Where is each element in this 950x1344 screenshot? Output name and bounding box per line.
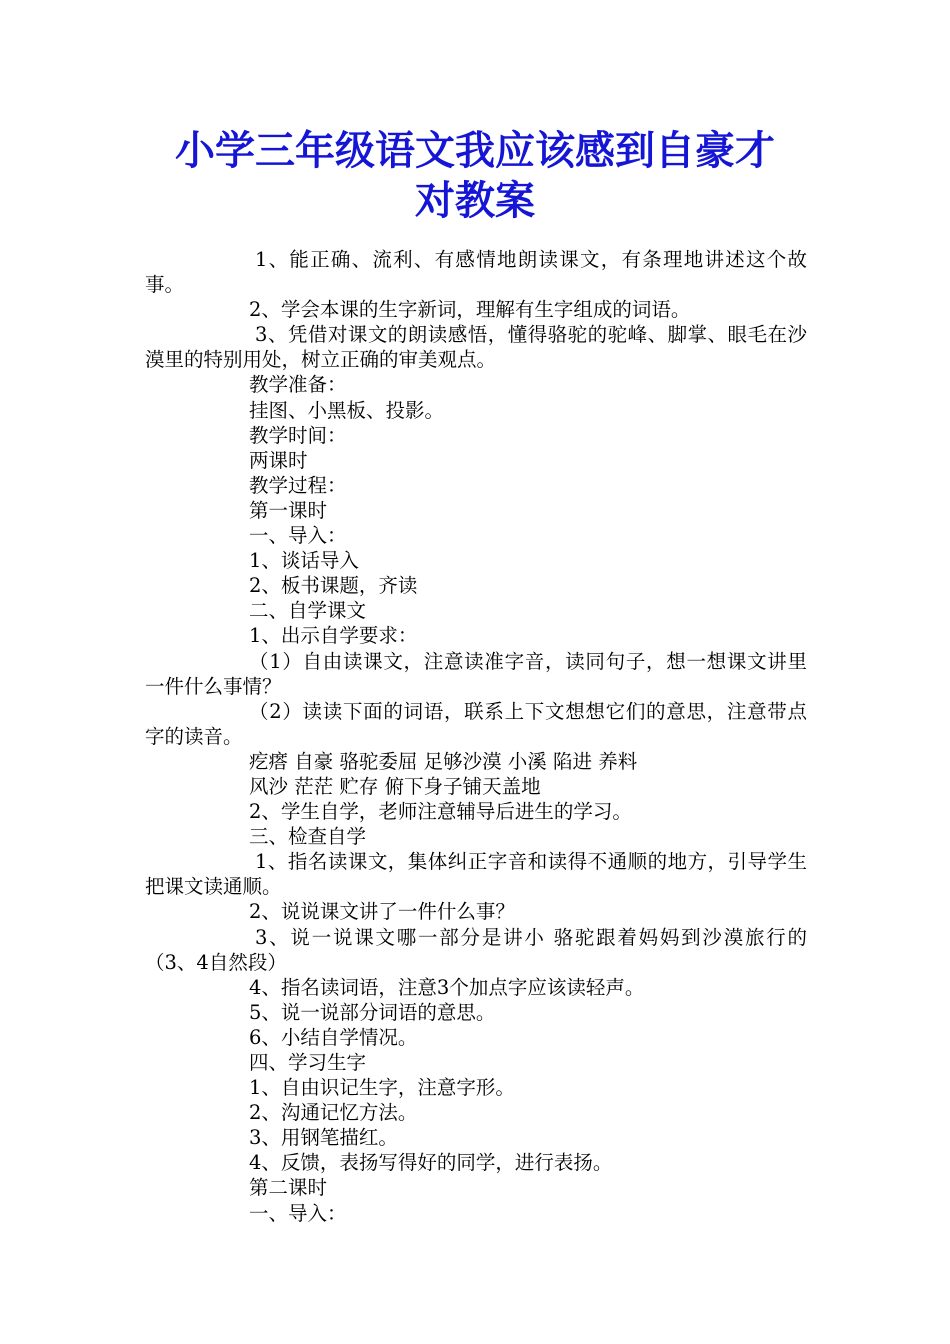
paragraph: 教学过程： (249, 473, 347, 497)
paragraph: 一、导入： (249, 1201, 347, 1225)
document-body (145, 247, 807, 1226)
paragraph: 1、指名读课文，集体纠正字音和读得不通顺的地方，引导学生把课文读通顺。 (145, 850, 807, 899)
paragraph: 挂图、小黑板、投影。 (249, 398, 445, 422)
paragraph: 二、自学课文 (249, 599, 367, 623)
title-line-1: 小学三年级语文我应该感到自豪才 (175, 127, 775, 174)
document-title (0, 126, 950, 226)
title-line-2: 对教案 (415, 177, 535, 224)
paragraph: 3、说一说课文哪一部分是讲小 骆驼跟着妈妈到沙漠旅行的（3、4自然段） (145, 925, 807, 974)
paragraph: 教学准备： (249, 373, 347, 397)
paragraph: 2、说说课文讲了一件什么事？ (249, 900, 515, 924)
paragraph: 2、沟通记忆方法。 (249, 1101, 418, 1125)
paragraph: 第一课时 (249, 498, 328, 522)
paragraph: 两课时 (249, 448, 308, 472)
paragraph: 2、学会本课的生字新词，理解有生字组成的词语。 (249, 298, 691, 322)
paragraph: 4、指名读词语，注意3个加点字应该读轻声。 (249, 975, 645, 999)
paragraph: 4、反馈，表扬写得好的同学，进行表扬。 (249, 1151, 613, 1175)
paragraph: 6、小结自学情况。 (249, 1025, 418, 1049)
paragraph: 四、学习生字 (249, 1051, 367, 1074)
paragraph: （2）读读下面的词语，联系上下文想想它们的意思，注意带点字的读音。 (145, 699, 807, 748)
paragraph: 3、凭借对课文的朗读感悟，懂得骆驼的驼峰、脚掌、眼毛在沙漠里的特别用处，树立正确的审美观点。 (145, 323, 807, 372)
paragraph: 1、自由识记生字，注意字形。 (249, 1076, 515, 1100)
paragraph: 2、板书课题，齐读 (249, 574, 418, 598)
paragraph: 2、学生自学，老师注意辅导后进生的学习。 (249, 800, 632, 824)
paragraph: （1）自由读课文，注意读准字音，读同句子，想一想课文讲里一件什么事情？ (145, 649, 807, 698)
paragraph: 疙瘩 自豪 骆驼委屈 足够沙漠 小溪 陷进 养料 (249, 749, 638, 773)
paragraph: 教学时间： (249, 423, 347, 447)
paragraph: 5、说一说部分词语的意思。 (249, 1000, 496, 1024)
paragraph: 1、出示自学要求： (249, 624, 418, 648)
paragraph: 风沙 茫茫 贮存 俯下身子铺天盖地 (249, 774, 541, 798)
paragraph: 1、谈话导入 (249, 549, 359, 573)
paragraph: 第二课时 (249, 1176, 328, 1200)
paragraph: 三、检查自学 (249, 825, 367, 849)
paragraph: 3、用钢笔描红。 (249, 1126, 398, 1150)
paragraph: 一、导入： (249, 524, 347, 548)
paragraph: 1、能正确、流利、有感情地朗读课文，有条理地讲述这个故事。 (145, 248, 807, 297)
